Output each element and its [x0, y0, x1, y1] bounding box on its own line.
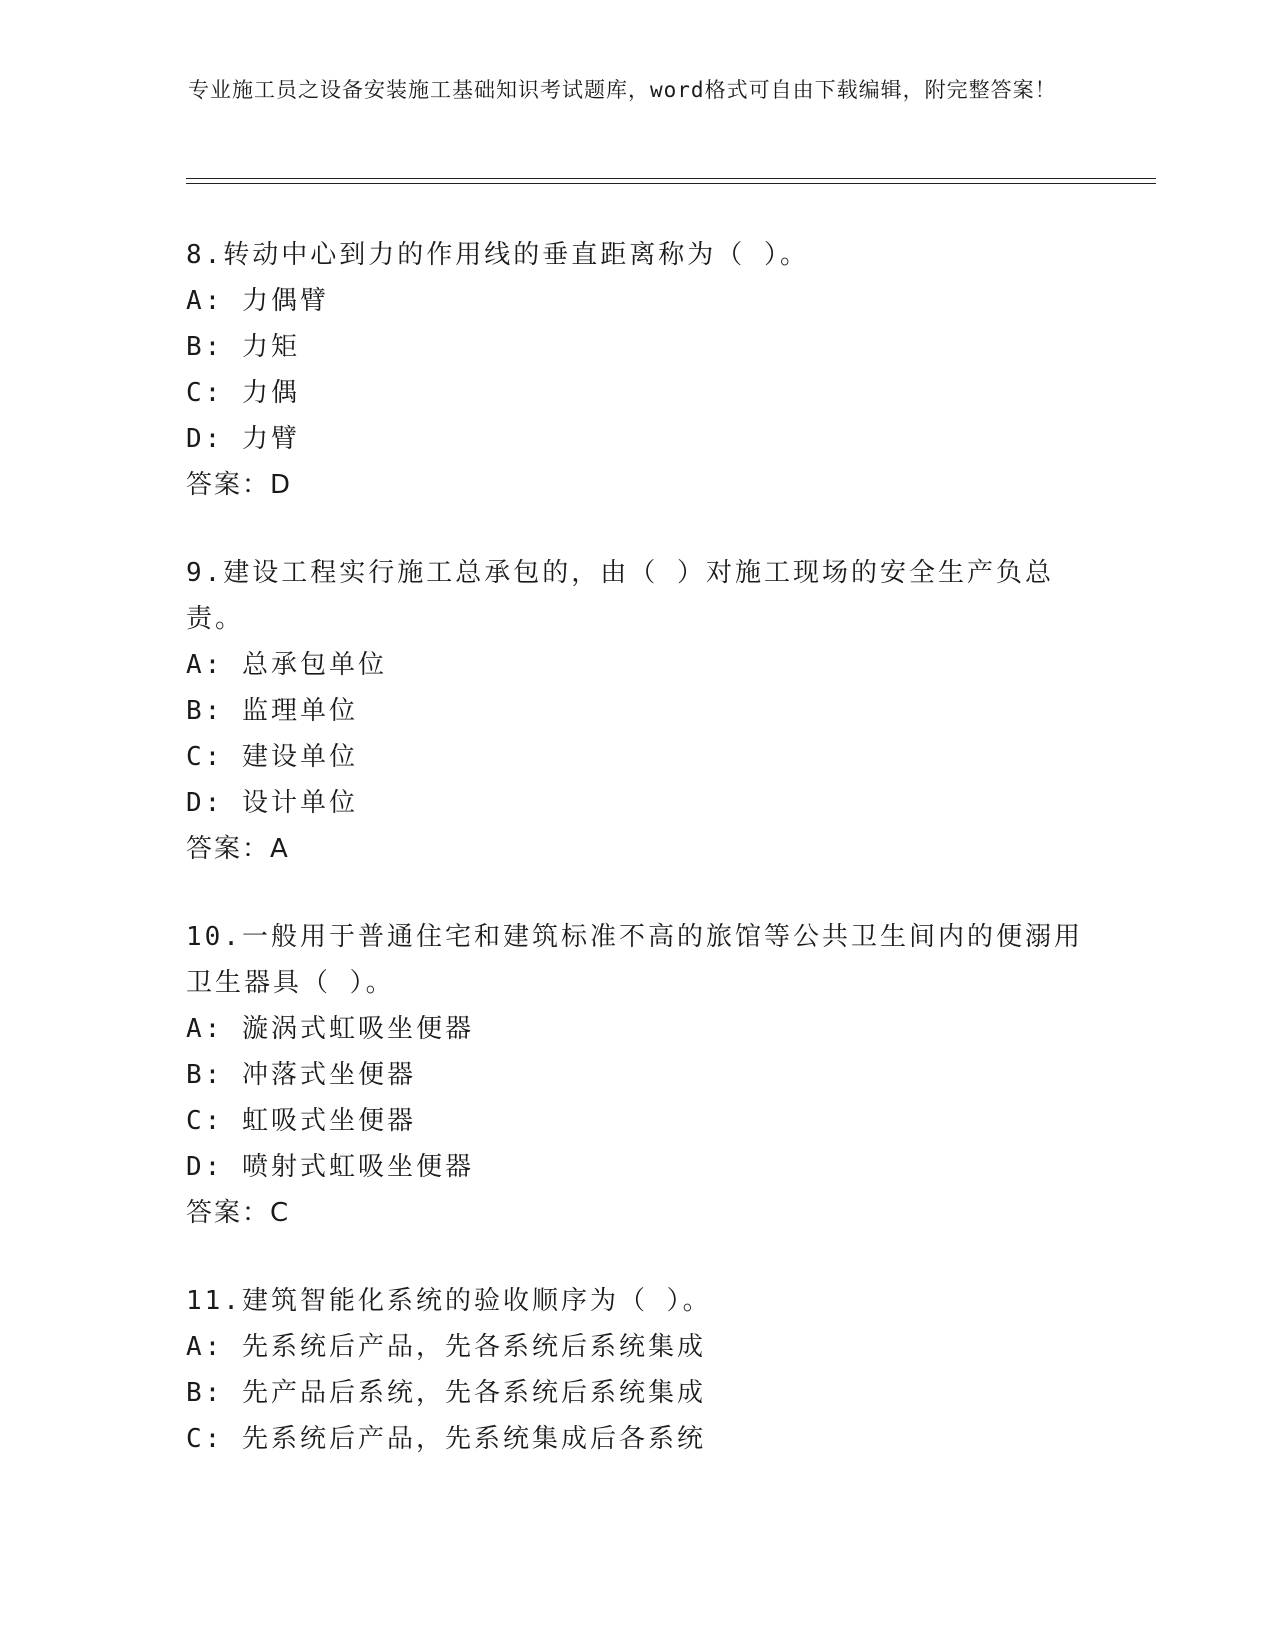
option-d: D: 力臂 [186, 424, 300, 454]
option-b: B: 监理单位 [186, 696, 358, 726]
option-b: B: 冲落式坐便器 [186, 1060, 416, 1090]
option-b: B: 力矩 [186, 332, 300, 362]
option-b: B: 先产品后系统，先各系统后系统集成 [186, 1378, 706, 1408]
header-divider-top [186, 178, 1156, 179]
option-a: A: 先系统后产品，先各系统后系统集成 [186, 1332, 706, 1362]
option-c: C: 虹吸式坐便器 [186, 1106, 416, 1136]
option-d: D: 喷射式虹吸坐便器 [186, 1152, 474, 1182]
header-divider-bottom [186, 183, 1156, 184]
answer: 答案：A [186, 834, 290, 864]
option-a: A: 总承包单位 [186, 650, 387, 680]
question-list [186, 232, 1086, 1504]
question-text: 8.转动中心到力的作用线的垂直距离称为（ ）。 [186, 240, 809, 270]
option-d: D: 设计单位 [186, 788, 358, 818]
question-11 [186, 1278, 1086, 1462]
option-c: C: 力偶 [186, 378, 300, 408]
question-10 [186, 914, 1086, 1236]
option-a: A: 漩涡式虹吸坐便器 [186, 1014, 474, 1044]
option-c: C: 先系统后产品，先系统集成后各系统 [186, 1424, 706, 1454]
question-text: 11.建筑智能化系统的验收顺序为（ ）。 [186, 1286, 712, 1316]
question-text: 9.建设工程实行施工总承包的，由（ ）对施工现场的安全生产负总责。 [186, 558, 1054, 634]
option-a: A: 力偶臂 [186, 286, 329, 316]
document-header: 专业施工员之设备安装施工基础知识考试题库，word格式可自由下载编辑，附完整答案！ [188, 78, 1057, 102]
option-c: C: 建设单位 [186, 742, 358, 772]
question-text: 10.一般用于普通住宅和建筑标准不高的旅馆等公共卫生间内的便溺用卫生器具（ ）。 [186, 922, 1083, 998]
answer: 答案：D [186, 470, 293, 500]
answer: 答案：C [186, 1198, 291, 1228]
question-9 [186, 550, 1086, 872]
question-8 [186, 232, 1086, 508]
